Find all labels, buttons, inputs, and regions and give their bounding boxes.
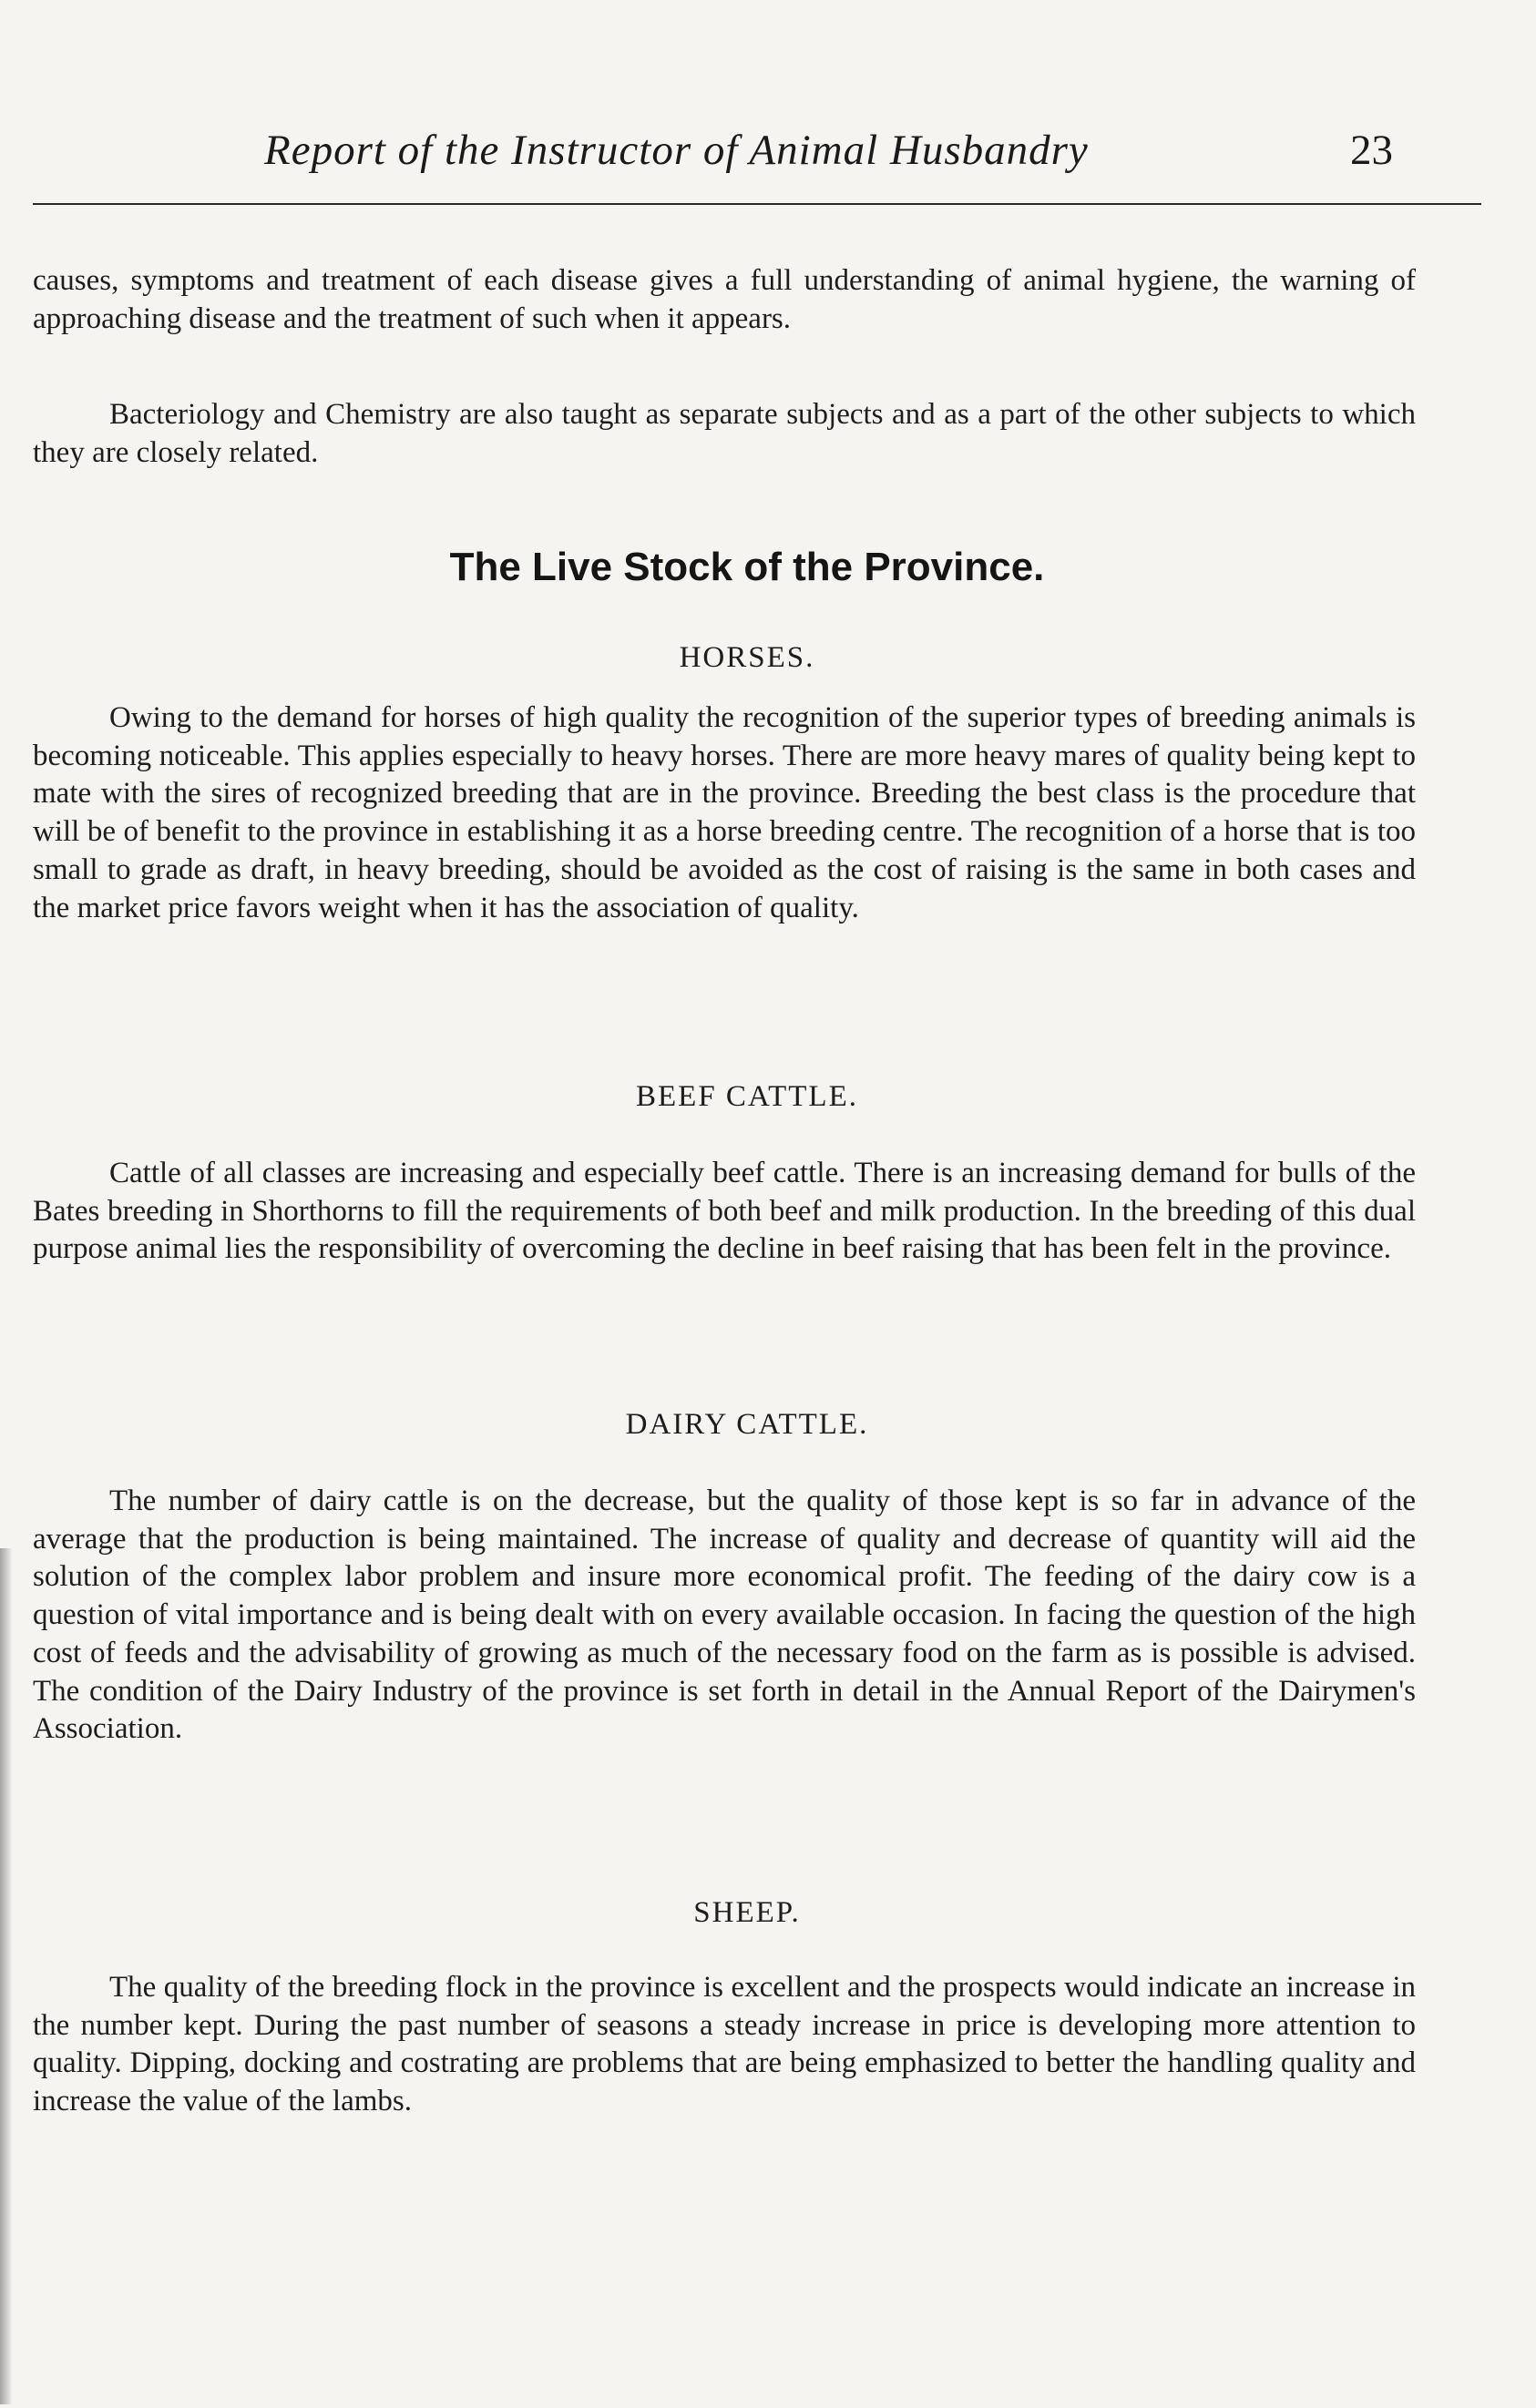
heading-dairy-cattle: DAIRY CATTLE. — [625, 1408, 869, 1441]
beef-cattle-block — [33, 1155, 1416, 1269]
horses-block — [33, 699, 1416, 927]
running-head — [0, 126, 1536, 189]
running-title: Report of the Instructor of Animal Husbandry — [264, 127, 1089, 174]
dairy-cattle-paragraph: The number of dairy cattle is on the decrease, but the quality of those kept is so far in advance of the average that the production is being maintained. The increase of quality and decrease of quantity will aid the solution of the complex labor problem and insure more economical profit. The feeding of the dairy cow is a question of vital importance and is being dealt with on every available occasion. In facing the question of the high cost of feeds and the advisability of growing as much of the necessary food on the farm as is possible is advised. The condition of the Dairy Industry of the province is set forth in detail in the Annual Report of the Dairymen's Association. — [33, 1485, 1416, 1746]
intro-paragraph-2: Bacteriology and Chemistry are also taught as separate subjects and as a part of the other subjects to which they are closely related. — [33, 398, 1416, 469]
horses-paragraph: Owing to the demand for horses of high quality the recognition of the superior types of breeding animals is becoming noticeable. This applies especially to heavy horses. There are more heavy mares of quality being kept to mate with the sires of recognized breeding that are in the province. Breeding the best class is the procedure that will be of benefit to the province in establishing it as a horse breeding centre. The recognition of a horse that is too small to grade as draft, in heavy breeding, should be avoided as the cost of raising is the same in both cases and the market price favors weight when it has the association of quality. — [33, 701, 1416, 924]
intro-paragraph-1-block — [33, 262, 1416, 338]
dairy-cattle-block — [33, 1483, 1416, 1749]
heading-horses: HORSES. — [679, 641, 815, 674]
heading-sheep: SHEEP. — [693, 1896, 801, 1929]
sheep-block — [33, 1969, 1416, 2121]
sheep-paragraph: The quality of the breeding flock in the province is excellent and the prospects would indicate an increase in the number kept. During the past number of seasons a steady increase in price is developing more attention to quality. Dipping, docking and costrating are problems that are being emphasized to better the handling quality and increase the value of the lambs. — [33, 1971, 1416, 2118]
beef-cattle-paragraph: Cattle of all classes are increasing and especially beef cattle. There is an increasing demand for bulls of the Bates breeding in Shorthorns to fill the requirements of both beef and milk production. In the breeding of this dual purpose animal lies the responsibility of overcoming the decline in beef raising that has been felt in the province. — [33, 1157, 1416, 1266]
intro-paragraph-1: causes, symptoms and treatment of each disease gives a full understanding of animal hygiene, the warning of approaching disease and the treatment of such when it appears. — [33, 264, 1416, 335]
scan-edge-shadow — [0, 1548, 13, 2404]
page-number: 23 — [1350, 127, 1393, 174]
section-title: The Live Stock of the Province. — [449, 545, 1045, 589]
header-rule — [33, 203, 1481, 205]
intro-paragraph-2-block — [33, 396, 1416, 472]
heading-beef-cattle: BEEF CATTLE. — [636, 1080, 858, 1113]
